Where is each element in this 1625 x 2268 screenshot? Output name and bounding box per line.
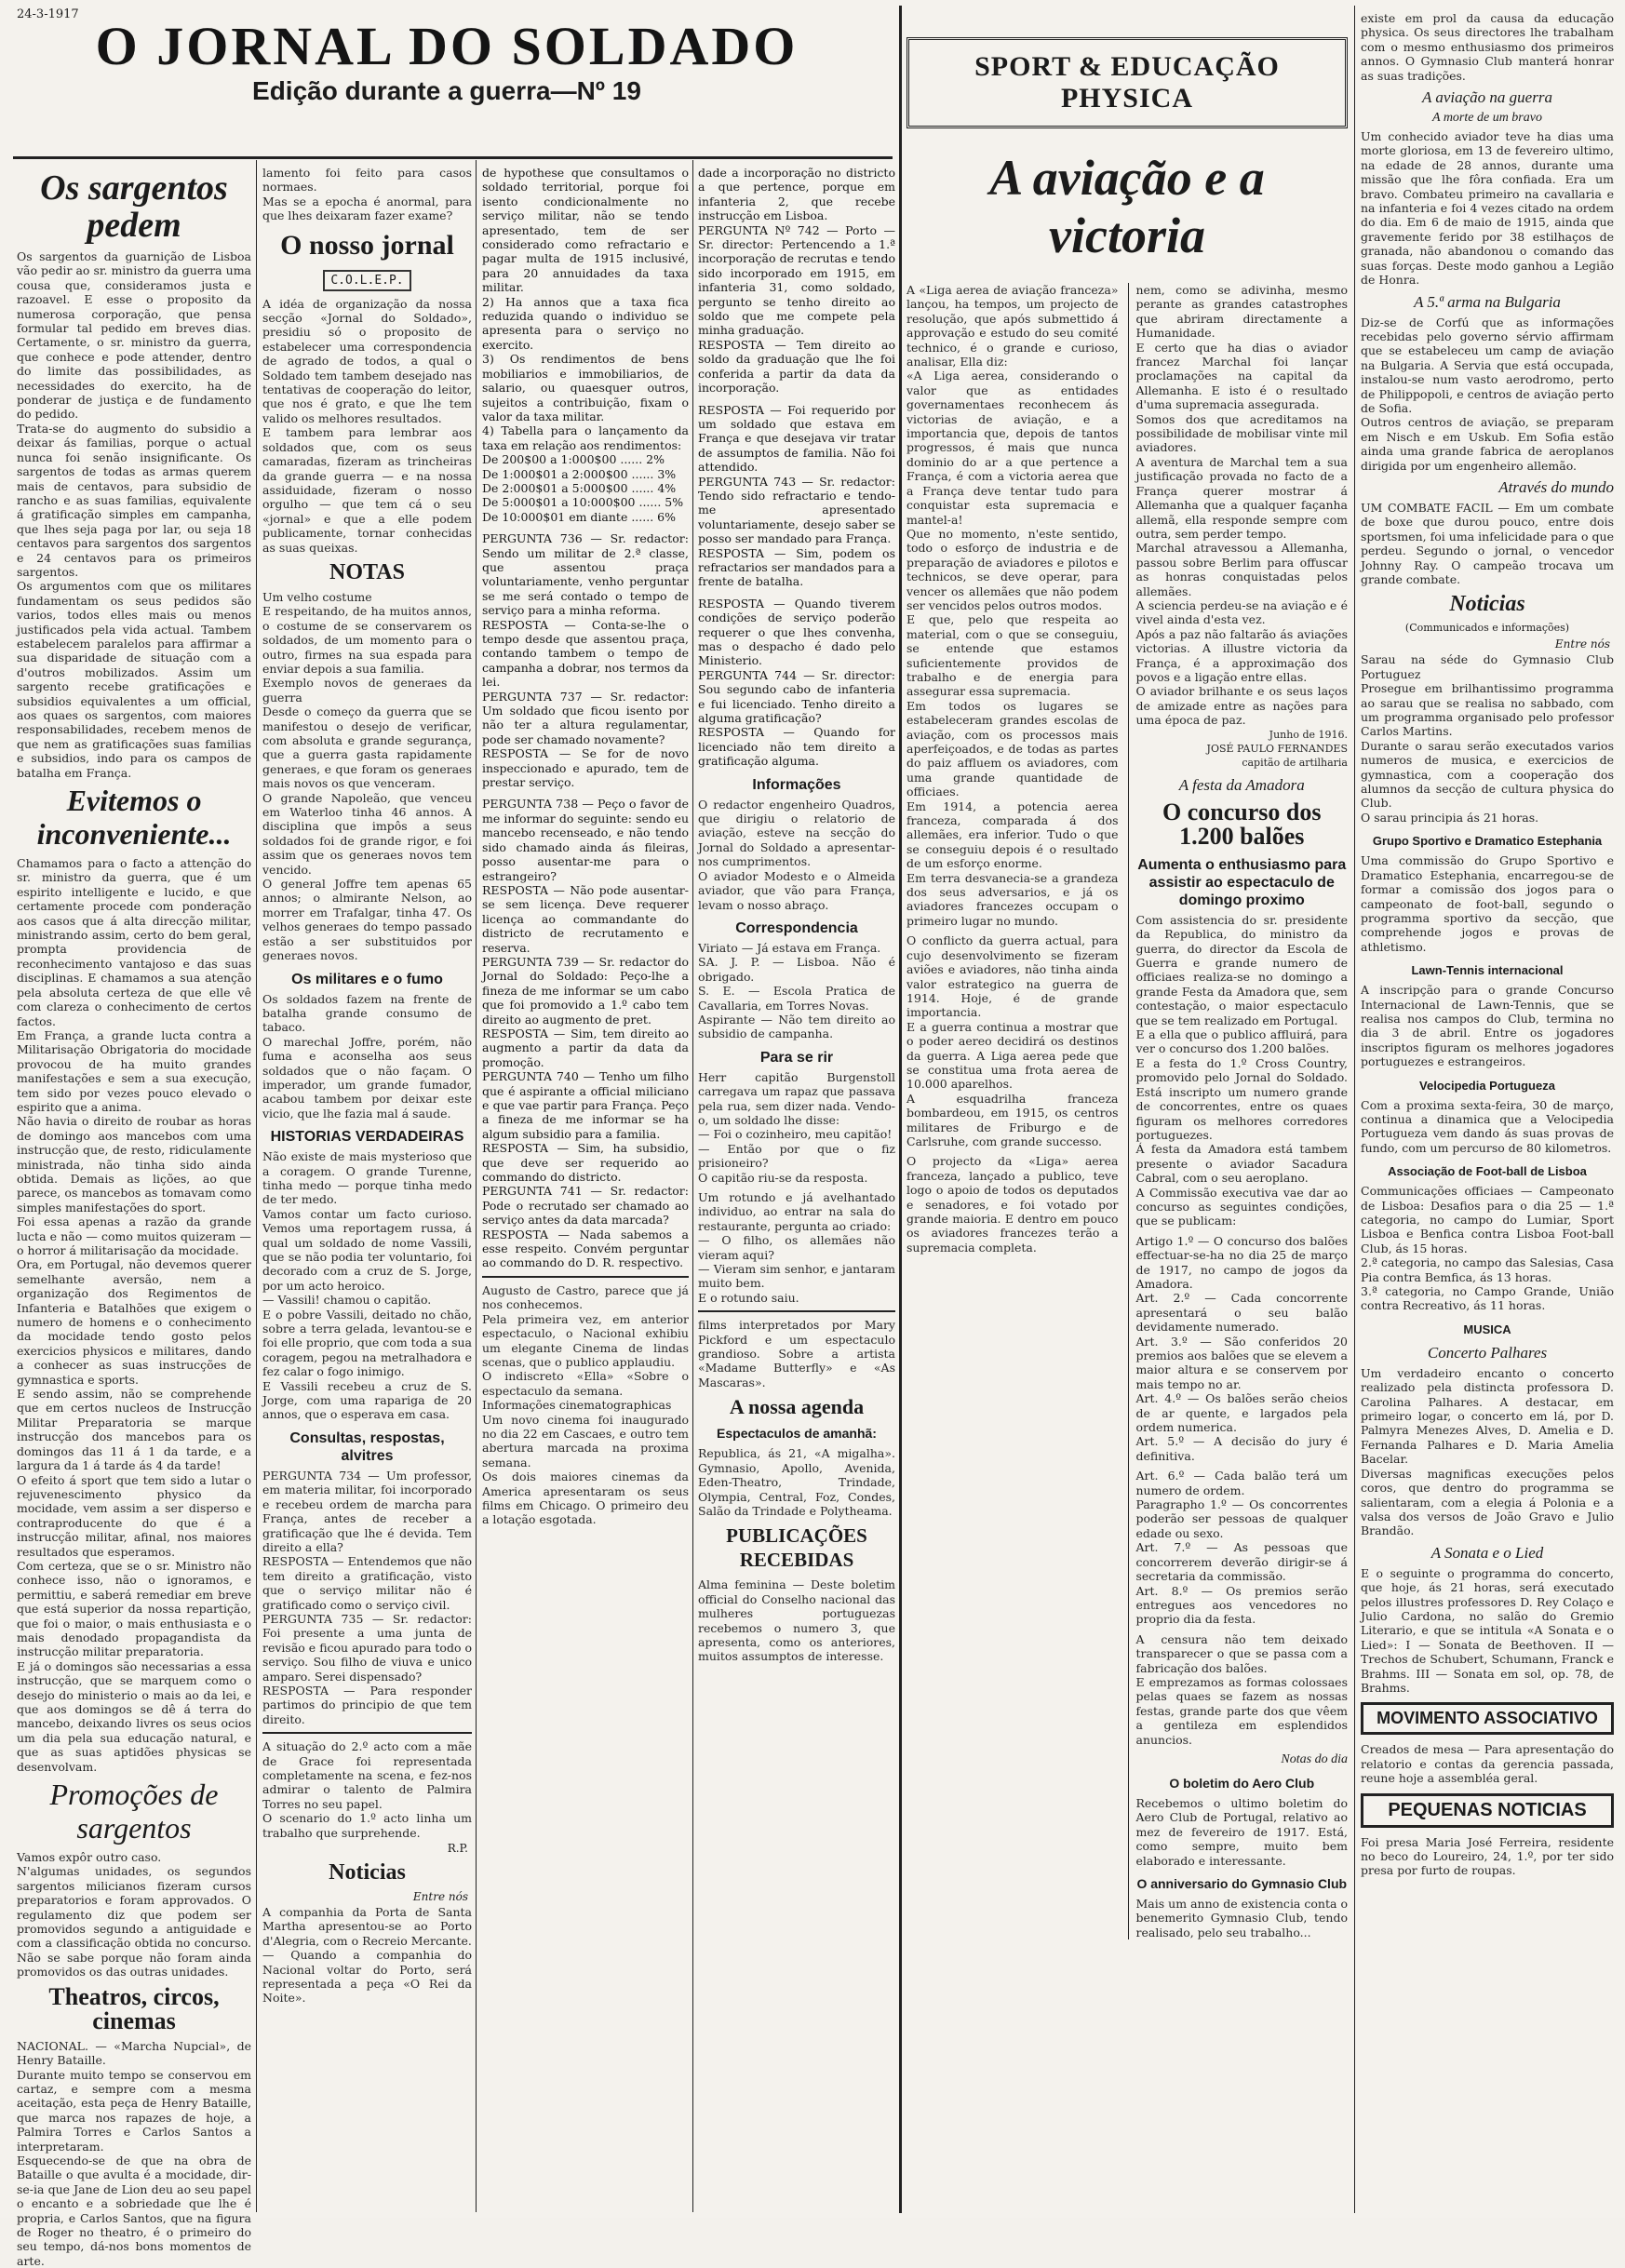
headline-noticias-6: Noticias bbox=[1449, 592, 1525, 617]
headline-foot-ball-lisboa: Associação de Foot-ball de Lisboa bbox=[1388, 1164, 1587, 1179]
headline-sonata-lied: A Sonata e o Lied bbox=[1430, 1543, 1544, 1562]
article-gymnasio-cont: existe em prol da causa da educação physica. Os seus directores lhe trabalham com o mesmo enthusiasmo dos primeiros annos. O Gymnasio Club manterá honrar as suas tradições. bbox=[1361, 11, 1618, 83]
headline-nossa-agenda: A nossa agenda bbox=[729, 1395, 865, 1419]
article-noticias-2: A companhia da Porta de Santa Martha apresentou-se ao Porto d'Alegria, com o Recreio Mercante. — Quando a companhia do Nacional voltar do Porto, será representada a peça «O Rei da Noite». bbox=[262, 1905, 472, 2006]
column-1 bbox=[17, 166, 251, 2268]
article-bulgaria: Diz-se de Corfú que as informações recebidas pelo governo sérvio affirmam que se estabeleceu um camp de aviação na Bulgaria. A Servia que está occupada, instalou-se num vasto aerodromo, perto de Philippopoli, e centros de aviação perto de Sofia. Outros centros de aviação, se preparam em Nisch e em Uskub. Em Sofia estão ainda uma grande fabrica de aeroplanos dirigida por um engenheiro allemão. bbox=[1361, 315, 1614, 473]
article-sarau: Sarau na séde do Gymnasio Club Portuguez Prosegue em brilhantissimo programma ao sarau que se realisa no sabbado, com um programma organisado pelo professor Carlos Martins. Durante o sarau serão executados varios numeros de musica, e exercicios de gymnastica, com a cooperação dos alumnos da secção de cultura physica do Club. O sarau principia ás 21 horas. bbox=[1361, 652, 1614, 825]
article-festa-amadora: Com assistencia do sr. presidente da Republica, do ministro da guerra, do director da Escola de Guerra e grande numero de officiaes realiza-se no domingo a grande Festa da Amadora que, sem contestação, o maior espectaculo que se tem realizado em Portugal. E a ella que o publico affluirá, para ver o concurso dos 1.200 balões. E a festa do 1.º Cross Country, promovido pelo Jornal do Soldado. Está inscripto um numero grande de concorrentes, entre os quaes figuram os melhores corredores portuguezes. Á festa da Amadora está tambem presente o aviador Sacadura Cabral, com o seu aeroplano. A Commissão executiva vae dar ao concurso as seguintes condições, que se publicam: bbox=[1135, 912, 1348, 1228]
article-aviacao-a: A «Liga aerea de aviação franceza» lançou, ha tempos, um projecto de resolução, que após submettido á approvação e estudo do seu comité technico, é o grande e curioso, analisar, Ella diz: «A Liga aerea, considerando o valor que as entidades governamentaes reconhecem ás victorias de aviação, e a importancia que, depois de tantos progressos, é mais que nunca dominio do ar a que pertence a França, é com a victoria aerea que a França deve tentar tudo para conquistar esta supremacia e mantel-a! Que no momento, n'este sentido, todo o esforço de industria e de preparação de aviadores e pilotos e technicos, se deve operar, para vencer os allemães que não podem ser vencidos pelos outros modos. E que, pelo que respeita ao material, com o que se conseguiu, se entende que estamos suficientemente providos de trabalho e de energia para assegurar essa supremacia. Em todos os lugares se estabeleceram grandes escolas de aviação, com os processos mais aperfeiçoados, e de todas as partes do paiz affluem os aviadores, com uma grande quantidade de officiaes. Em 1914, a potencia aerea franceza, comparada á dos allemães, era inferior. Tudo o que se conseguiu depois é o resultado de um esforço enorme. Em terra desvanecia-se a grandeza dos seus adversarios, e já os aviadores francezes occupam o primeiro lugar no mundo. bbox=[907, 283, 1119, 928]
headline-aviacao-guerra: A aviação na guerra bbox=[1422, 88, 1552, 107]
headline-movimento-associativo: MOVIMENTO ASSOCIATIVO bbox=[1361, 1702, 1614, 1735]
headline-velocipedia: Velocipedia Portugueza bbox=[1419, 1078, 1555, 1093]
article-atraves-mundo: UM COMBATE FACIL — Em um combate de boxe que durou pouco, entre dois sportsmen, foi uma infelicidade para o que perdeu. Segundo o jornal, o vencedor Johnny Ray. O campeão trocava um grande combate. bbox=[1361, 500, 1618, 586]
section-rule bbox=[262, 1732, 472, 1734]
headline-militares-fumo: Os militares e o fumo bbox=[291, 971, 443, 987]
headline-lawn-tennis: Lawn-Tennis internacional bbox=[1411, 963, 1564, 978]
article-perguntas-b: PERGUNTA 738 — Peço o favor de me informar do seguinte: sendo eu mancebo recenseado, e não tendo sido chamado ainda ás fileiras, posso ausentar-me para o estrangeiro? RESPOSTA — Não pode ausentar-se sem licença. Deve requerer licença ao commandante do districto de recrutamento e reserva. PERGUNTA 739 — Sr. redactor do Jornal do Soldado: Peço-lhe a fineza de me informar se um cabo que foi promovido a 1.º cabo tem direito ao augmento de pret. RESPOSTA — Sim, tem direito ao augmento a partir da data da promoção. PERGUNTA 740 — Tenho um filho que é aspirante a official miliciano e que vae partir para França. Peço a fineza de me informar se ha algum subsidio para a familia. RESPOSTA — Sim, ha subsidio, que deve ser requerido ao commando do districto. PERGUNTA 741 — Sr. redactor: Pode o recrutado ser chamado ao serviço antes da data marcada? RESPOSTA — Nada sabemos a esse respeito. Convém perguntar ao commando do D. R. respectivo. bbox=[482, 797, 689, 1270]
article-informacoes: O redactor engenheiro Quadros, que dirigiu o relatorio de aviação, esteve na secção do Jornal do Soldado a apresentar-nos cumprimentos. O aviador Modesto e o Almeida aviador, que vão para França, levam o nosso abraço. bbox=[698, 797, 895, 912]
column-divider bbox=[476, 160, 477, 2212]
headline-consultas: Consultas, respostas, alvitres bbox=[289, 1429, 445, 1464]
column-4 bbox=[698, 166, 899, 2208]
article-evitemos-cont: Com certeza, que se o sr. Ministro não conhece isso, não o ignoramos, e permittiu, e saberá remediar em breve que está superior da nossa repartição, que foi o maior, o mais enthusiasta e o mais denodado propagandista da instrucção militar preparatoria. E já o domingos são necessarias a essa instrucção, que se marquem como o desejo do ministerio o mais ao da lei, e que aos domingos se dê á terra do mancebo, deixando livres os seus ocios um dia pela sua educação natural, e que as suas aptidões physicas se desenvolvam. bbox=[17, 1558, 251, 1774]
headline-atraves-mundo: Através do mundo bbox=[1498, 477, 1614, 496]
article-taxa-militar: de hypothese que consultamos o soldado territorial, porque foi isento condicionalmente no serviço militar, não se tendo apresentado, tem de ser considerado como refractario e pagar multa de 1915 inclusivé, para 20 annuidades da taxa militar. 2) Ha annos que a taxa fica reduzida quando o individuo se apresenta para o serviço no exercito. 3) Os rendimentos de bens mobiliarios e immobiliarios, de salario, ou quaesquer outros, sujeitos a contribuição, fixam o valor da taxa militar. 4) Tabella para o lançamento da taxa em relação aos rendimentos: De 200$00 a 1:000$00 ...... 2% De 1:000$01 a 2:000$00 ...... 3% De 2:000$01 a 5:000$00 ...... 4% De 5:000$01 a 10:000$00 ...... 5% De 10:000$01 em diante ...... 6% bbox=[482, 166, 689, 524]
headline-informacoes: Informações bbox=[752, 776, 841, 793]
article-evitemos: Chamamos para o facto a attenção do sr. ministro da guerra, que é um espirito intelligente e lucido, e que certamente procede com ponderação aos casos que á alta direcção militar, ministrando assim, certo do bem geral, prompta providencia de reconhecimento vantajoso e das suas disciplinas. E chamamos a sua atenção pela absoluta certeza de que elle vê com clareza o conhecimento de certos factos. Em França, a grande lucta contra a Militarisação Obrigatoria do mocidade provocou de ha muito grandes manifestações e sem a sua execução, tem sido por vezes pouco elevado o espirito que a anima. Não havia o direito de roubar as horas de domingo aos mancebos com uma instrucção que, de resto, ridiculamente ministrada, não tinha sido ainda obtida. Demais as lições, ao que parece, os mancebos as tomavam como simples manifestações do sport. Foi essa apenas a razão da grande lucta e não — como muitos quizeram — o horror á militarisação da mocidade. Ora, em Portugal, não devemos querer semelhante aversão, nem a organização dos Regimentos de Infanteria e Batalhões que exigem o numero de homens e o conhecimento da mocidade tendo gosto pelos exercicios physicos e militares, dando a conhecer as suas instrucções de gymnastica e sports. E sendo assim, não se comprehende que em certos nucleos de Instrucção Militar Preparatoria se marque instrucção dos mancebos para os domingos das 11 á 1 da tarde, e a largura da 1 á tarde ás 4 da tarde! O efeito á sport que tem sido a lutar o rejuvenescimento physico da mocidade, vem assim a ser disperso e contraproducente do que é a instrucção militar, afinal, nos maiores resultados que esperamos. bbox=[17, 856, 251, 1559]
subhead-morte-bravo: A morte de um bravo bbox=[1432, 111, 1542, 126]
article-pequenas-noticias: Foi presa Maria José Ferreira, residente no beco do Loureiro, 24, 1.º, por ter sido presa por furto de roupas. bbox=[1361, 1834, 1618, 1878]
masthead bbox=[0, 13, 893, 106]
headline-estephania: Grupo Sportivo e Dramatico Estephania bbox=[1372, 834, 1603, 849]
article-perguntas-d: RESPOSTA — Foi requerido por um soldado que estava em França e que desejava vir tratar de assumptos de familia. Não foi attendido. PERGUNTA 743 — Sr. redactor: Tendo sido refractario e tendo-me apresentado voluntariamente, desejo saber se posso ser mandado para França. RESPOSTA — Sim, podem os refractarios ser mandados para a frente de batalha. bbox=[698, 402, 895, 589]
headline-pequenas-noticias: PEQUENAS NOTICIAS bbox=[1361, 1793, 1614, 1828]
article-aviacao-b: O conflicto da guerra actual, para cujo desenvolvimento se fizeram aviões e aviadores, não tinha ainda valor estrategico na guerra de 1914. Hoje, é de grande importancia. E a guerra continua a mostrar que o poder aereo decidirá os destinos da guerra. A Liga aerea pede que se constitua uma frota aerea de 10.000 aparelhos. A esquadrilha franceza bombardeou, em 1915, os centros militares de Friburgo e de Carlsruhe, com grande successo. bbox=[907, 933, 1119, 1148]
headline-sargentos-pedem: Os sargentos pedem bbox=[40, 168, 228, 245]
subhead-espectaculos: Espectaculos de amanhã: bbox=[717, 1426, 877, 1442]
issue-date: 24-3-1917 bbox=[17, 7, 79, 21]
column-3 bbox=[482, 166, 689, 2208]
column-divider bbox=[1354, 6, 1355, 2213]
article-nosso-jornal: A idéa de organização da nossa secção «Jornal do Soldado», presidiu só o proposito de estabelecer uma correspondencia de agrado de todos, a qual o Soldado tem tambem desejado nas tentativas de cooperação do leitor, que nos é grato, e que lhe tem valido os melhores resultados. E tambem para lembrar aos soldados que, com os seus camaradas, fizeram as trincheiras da grande guerra — e na nossa assiduidade, fizeram o nosso orgulho — que tem cá o seu «jornal» e que a elle podem publicamente, tornar conhecidas as suas queixas. bbox=[262, 296, 472, 555]
article-correspondencia: Viriato — Já estava em França. SA. J. P. — Lisboa. Não é obrigado. S. E. — Escola Pratica de Cavallaria, em Torres Novas. Aspirante — Não tem direito ao subsidio de campanha. bbox=[698, 940, 895, 1041]
article-concerto-palhares: Um verdadeiro encanto o concerto realizado pela distincta professora D. Carolina Palhares. A destacar, em primeiro logar, o concerto em lá, por D. Palmyra Menezes Alves, D. Amelia e D. Fernanda Palhares e D. Maria Amelia Bacelar. Diversas magnificas execuções pelos coros, que dentro do programma se salientaram, com a elegia á Polonia e a valsa dos versos de João Gravo e Julio Brandão. bbox=[1361, 1365, 1614, 1538]
section-rule bbox=[482, 1276, 689, 1278]
article-continued-top: lamento foi feito para casos normaes. Mas se a epocha é anormal, para que lhes deixaram fazer exame? bbox=[262, 166, 472, 223]
article-censura: A censura não tem deixado transparecer o que se passa com a fabricação dos balões. E emprezamos as formas colossaes pelas quaes se fazem as nossas festas, grande parte dos que vêem a gentileza em esplendidos anuncios. bbox=[1135, 1631, 1348, 1747]
column-divider bbox=[692, 160, 693, 2212]
article-regulamento: Artigo 1.º — O concurso dos balões effectuar-se-ha no dia 25 de março de 1917, no campo de jogos da Amadora. Art. 2.º — Cada concorrente apresentará o seu balão devidamente numerado. Art. 3.º — São conferidos 20 premios aos balões que se elevem a maior altura e se conservem por mais tempo no ar. Art. 4.º — Os balões serão cheios de ar quente, e largados pela ordem numerica. Art. 5.º — A decisão do jury é definitiva. bbox=[1135, 1233, 1348, 1463]
article-promocoes: Vamos expôr outro caso. N'algumas unidades, os segundos sargentos milicianos fizeram cursos preparatorios e foram approvados. O regulamento diz que podem ser promovidos segundo a antiguidade e com a classificação obtida no concurso. Não se sabe porque não foram ainda promovidos os das outras unidades. bbox=[17, 1850, 251, 1979]
article-aviacao-d: nem, como se adivinha, mesmo perante as grandes catastrophes que abriram directamente a Humanidade. E certo que ha dias o aviador francez Marchal foi lançar proclamações na capital da Allemanha. E isto é o resultado d'uma supremacia assegurada. Somos dos que acreditamos na possibilidade de mobilisar vinte mil aviadores. A aventura de Marchal tem a sua justificação provada no facto de a França querer mostrar á Allemanha que a qualquer façanha allemã, ella responde sempre com outra, sem perder tempo. Marchal atravessou a Allemanha, passou sobre Berlim para offuscar as honras conquistadas pelos allemães. A sciencia perdeu-se na aviação e é vivel ainda d'esta vez. Após a paz não faltarão ás aviações victorias. A illustre victoria da França, é a approximação dos povos e a ligação entre ellas. O aviador brilhante e os seus laços de amizade entre as nações para uma época de paz. bbox=[1135, 283, 1348, 728]
column-5-sport bbox=[907, 37, 1351, 2210]
signature-jose-paulo: Junho de 1916. JOSÉ PAULO FERNANDES capitão de artilharia bbox=[1206, 728, 1348, 770]
article-historias: Não existe de mais mysterioso que a coragem. O grande Turenne, tinha medo — porque tinha medo de ter medo. Vamos contar um facto curioso. Vemos uma reportagem russa, á qual um soldado de nome Vassili, que se não podia ter voluntario, foi decorado com a cruz de S. Jorge, por um acto heroico. — Vassili! chamou o capitão. E o pobre Vassili, deitado no chão, sobre a terra gelada, levantou-se e foi elle proprio, que com toda a sua coragem, pegou na metralhadora e fez calar o fogo inimigo. E Vassili recebeu a cruz de S. Jorge, com uma rapariga de 20 annos, que o esperava em casa. bbox=[262, 1149, 472, 1422]
article-notas: Um velho costume E respeitando, de ha muitos annos, o costume de se conservarem os soldados, de um momento para o outro, firmes na sua espada para enviar depois a sua familia. Exemplo novos de generaes da guerra Desde o começo da guerra que se manifestou o desejo de verificar, com absoluta e grande segurança, que a guerra gasta rapidamente generaes, e que foram os generaes mais novos os que venceram. O grande Napoleão, que venceu em Waterloo tinha 46 annos. A disciplina que impôs a seus soldados foi de grande rigor, e foi assim que os generaes novos tem vencido. O general Joffre tem apenas 65 annos; o almirante Nelson, ao morrer em Trafalgar, tinha 47. Os velhos generaes do tempo passado estão a ser substituidos por generaes novos. bbox=[262, 589, 472, 963]
article-aviacao-c: O projecto da «Liga» aerea franceza, lançado a publico, teve logo o apoio de todos os deputados e senadores, e foi votado por grande maioria. E dentro em pouco os aviadores francezes terão a supremacia completa. bbox=[907, 1154, 1122, 1255]
headline-correspondencia: Correspondencia bbox=[735, 919, 858, 936]
subhead-enthusiasmo: Aumenta o enthusiasmo para assistir ao espectaculo de domingo proximo bbox=[1137, 856, 1347, 908]
headline-musica: MUSICA bbox=[1463, 1322, 1511, 1336]
article-perguntas-e: RESPOSTA — Quando tiverem condições de serviço poderão requerer o que lhes convenha, mas o despacho é dado pelo Ministerio. PERGUNTA 744 — Sr. director: Sou segundo cabo de infanteria e fui licenciado. Tenho direito a alguma gratificação? RESPOSTA — Quando for licenciado não tem direito a gratificação alguma. bbox=[698, 596, 895, 769]
article-agenda: Republica, ás 21, «A migalha». Gymnasio, Apollo, Avenida, Eden-Theatro, Trindade, Olympia, Central, Foz, Condes, Salão da Trindade e Polytheama. bbox=[698, 1446, 899, 1518]
headline-aviacao-victoria: A aviação e a victoria bbox=[989, 150, 1265, 263]
section-rule bbox=[698, 1310, 895, 1312]
headline-theatros: Theatros, circos, cinemas bbox=[48, 1982, 220, 2034]
article-theatre-cont: A situação do 2.º acto com a mãe de Grace foi representada completamente na scena, e fez-nos admirar o talento de Palmira Torres no seu papel. O scenario do 1.º acto linha um trabalho que surprehende. bbox=[262, 1739, 472, 1840]
article-perguntas-c: dade a incorporação no districto a que pertence, porque em infanteria 2, que recebe instrucção em Lisboa. PERGUNTA Nº 742 — Porto — Sr. director: Pertencendo a 1.ª incorporação de recrutas e tendo sido incorporado em 1915, em infanteria 31, como soldado, pergunto se tenho direito ao soldo que me compete pela minha graduação. RESPOSTA — Tem direito ao soldo da graduação que lhe foi conferida a partir da data da incorporação. bbox=[698, 166, 895, 396]
headline-anniversario-gymnasio: O anniversario do Gymnasio Club bbox=[1136, 1876, 1348, 1891]
headline-noticias-2: Noticias bbox=[329, 1860, 406, 1886]
headline-para-se-rir: Para se rir bbox=[759, 1049, 834, 1066]
page-fold-rule bbox=[899, 6, 902, 2213]
article-sonata-lied: E o seguinte o programma do concerto, que hoje, ás 21 horas, será executado pelos illustres professores D. Rey Colaço e Julio Cardona, no salão do Gremio Literario, e que se intitula «A Sonata e o Lied»: I — Sonata de Beethoven. II — Trechos de Schubert, Schumann, Franck e Brahms. III — Sonata em sol, op. 78, de Brahms. bbox=[1361, 1565, 1618, 1695]
column-divider bbox=[256, 160, 257, 2212]
headline-concurso-baloes: O concurso dos 1.200 balões bbox=[1162, 798, 1322, 850]
article-movimento: Creados de mesa — Para apresentação do relatorio e contas da gerencia passada, reune hoje a assembléa geral. bbox=[1361, 1742, 1618, 1786]
article-theatros: NACIONAL. — «Marcha Nupcial», de Henry Bataille. Durante muito tempo se conservou em cartaz, e sempre com a mesma aceitação, esta peça de Henry Bataille, que marca nos rapazes de hoje, a Palmira Torres e Carlos Santos a interpretaram. Esquecendo-se de que na obra de Bataille o que avulta é a mocidade, dir-se-ia que Jane de Lion deu ao seu papel o encanto e a sobriedade que lhe é propria, e Carlos Santos, que na figura de Roger no theatro, é o primeiro do seu tempo, dá-nos bons momentos de arte. bbox=[17, 2038, 251, 2268]
column-6 bbox=[1361, 11, 1618, 2209]
article-cinema: Augusto de Castro, parece que já nos conhecemos. Pela primeira vez, em anterior espectaculo, o Nacional exhibiu um elegante Cinema de lindas scenas, que o publico applaudiu. O indiscreto «Ella» «Sobre o espectaculo da semana. Informações cinematographicas Um novo cinema foi inaugurado no dia 22 em Cascaes, e outro tem abertura marcada na proxima semana. Os dois maiores cinemas da America apresentaram os seus films em Chicago. O primeiro deu a lotação esgotada. bbox=[482, 1282, 689, 1527]
article-para-se-rir: Herr capitão Burgenstoll carregava um rapaz que passava pela rua, sem dizer nada. Vendo-o, um soldado lhe disse: — Foi o cozinheiro, meu capitão! — Então por que o fiz prisioneiro? O capitão riu-se da resposta. bbox=[698, 1069, 895, 1185]
article-lawn-tennis: A inscripção para o grande Concurso Internacional de Lawn-Tennis, que se realisa nos campos do Club, termina no dia 3 de abril. Entre os jogadores inscriptos figuram os melhores jogadores portuguezes e estrangeiros. bbox=[1361, 983, 1618, 1069]
article-anecdota: Um rotundo e já avelhantado individuo, ao entrar na sala do restaurante, pergunta ao criado: — O filho, os allemães não vieram aqui? — Vieram sim senhor, e jantaram muito bem. E o rotundo saiu. bbox=[698, 1190, 895, 1305]
section-sport-header: SPORT & EDUCAÇÃO PHYSICA bbox=[907, 37, 1348, 128]
subhead-entre-nos: Entre nós bbox=[412, 1890, 468, 1904]
headline-bulgaria: A 5.ª arma na Bulgaria bbox=[1414, 292, 1561, 311]
headline-evitemos: Evitemos o inconveniente... bbox=[36, 784, 232, 852]
headline-publicacoes: PUBLICAÇÕES RECEBIDAS bbox=[726, 1524, 867, 1572]
edition-line: Edição durante a guerra—Nº 19 bbox=[252, 76, 641, 105]
sport-subcolumn-left bbox=[907, 283, 1122, 1939]
headline-historias: HISTORIAS VERDADEIRAS bbox=[270, 1129, 464, 1146]
signature-rp: R.P. bbox=[447, 1842, 468, 1856]
article-anniversario: Mais um anno de existencia conta o benemerito Gymnasio Club, tendo realisado, pelo seu trabalho... bbox=[1135, 1897, 1351, 1939]
article-publicacoes: Alma feminina — Deste boletim official do Conselho nacional das mulheres portuguezas recebemos o numero 3, que apresenta, como os anteriores, muitos assumptos de interesse. bbox=[698, 1577, 899, 1664]
article-boletim-aero: Recebemos o ultimo boletim do Aero Club de Portugal, relativo ao mez de fevereiro de 1917. Está, como sempre, muito bem elaborado e interessante. bbox=[1135, 1795, 1351, 1868]
article-films: films interpretados por Mary Pickford e um espectaculo grandioso. Sobre a artista «Madame Butterfly» e «As Mascaras». bbox=[698, 1318, 899, 1389]
article-militares-fumo: Os soldados fazem na frente de batalha grande consumo de tabaco. O marechal Joffre, porém, não fuma e aconselha aos seus soldados que o não façam. O imperador, um grande fumador, acabou tambem por deixar este vicio, que lhe fazia mal á saude. bbox=[262, 991, 472, 1121]
article-estephania: Uma commissão do Grupo Sportivo e Dramatico Estephania, encarregou-se de formar a comissão dos jogos para o campeonato de foot-ball, segundo o programma sportivo da secção, que comprehende jogos e provas de athletismo. bbox=[1361, 853, 1618, 954]
article-morte-bravo: Um conhecido aviador teve ha dias uma morte gloriosa, em 13 de fevereiro ultimo, na edade de 28 annos, durante uma missão que lhe fôra confiada. Era um bravo. Combateu primeiro na cavallaria e na infanteria e foi 4 vezes citado na ordem do dia. Em 6 de maio de 1915, ainda que gravemente ferido por 38 estilhaços de granada, não abandonou o comando das suas forças. Deste modo ganhou a Legião de Honra. bbox=[1361, 129, 1618, 288]
stamp-mark: C.O.L.E.P. bbox=[323, 270, 410, 291]
subhead-communicados: (Communicados e informações) bbox=[1404, 622, 1570, 635]
headline-boletim-aero: O boletim do Aero Club bbox=[1169, 1775, 1315, 1791]
article-foot-ball: Communicações officiaes — Campeonato de Lisboa: Desafios para o dia 25 — 1.ª categoria, no campo do Lumiar, Sport Lisboa e Benfica contra Lisboa Foot-ball Club, ás 15 horas. 2.ª categoria, no campo das Salesias, Casa Pia contra Bemfica, ás 13 horas. 3.ª categoria, no Campo Grande, União contra Recreativo, ás 11 horas. bbox=[1361, 1184, 1614, 1313]
subhead-entre-nos-6: Entre nós bbox=[1554, 637, 1610, 651]
article-perguntas-a: PERGUNTA 736 — Sr. redactor: Sendo um militar de 2.ª classe, que assentou praça voluntariamente, venho perguntar se me será contado o tempo de serviço para a minha reforma. RESPOSTA — Conta-se-lhe o tempo desde que assentou praça, contando tambem o tempo de campanha a dobrar, nos termos da lei. PERGUNTA 737 — Sr. redactor: Um soldado que ficou isento por não ter a altura regulamentar, pode ser chamado novamente? RESPOSTA — Se for de novo inspeccionado e apurado, tem de prestar serviço. bbox=[482, 531, 689, 790]
headline-festa-amadora: A festa da Amadora bbox=[1178, 775, 1305, 794]
masthead-rule bbox=[13, 156, 893, 159]
article-velocipedia: Com a proxima sexta-feira, 30 de março, continua a dinamica que a Velocipedia Portugueza vem dando ás suas provas de fundo, com um percurso de 80 kilometros. bbox=[1361, 1097, 1618, 1155]
headline-notas: NOTAS bbox=[329, 559, 405, 584]
newspaper-title: O JORNAL DO SOLDADO bbox=[95, 16, 799, 76]
column-2 bbox=[262, 166, 472, 2208]
article-sargentos-pedem: Os sargentos da guarnição de Lisboa vão pedir ao sr. ministro da guerra uma cousa que, consideramos justa e razoavel. E esse o proposito da numerosa corporação, que pensa formular tal pedido em breves dias. Certamente, o sr. ministro da guerra, que conhece e pode attender, dentro do limite das possibilidades, as necessidades do exercito, ha de ponderar de justiça e de fundamento do pedido. Trata-se do augmento do subsidio a deixar ás familias, porque o actual nunca foi senão insignificante. Os sargentos de todas as armas querem mais de centavos, para subsidio de rancho e as suas familias, equivalente á gratificação simples em campanha, que lhes seja paga por lar, ou seja 18 centavos para sargentos dos sargentos e 24 centavos para os primeiros sargentos. Os argumentos com que os militares fundamentam os seus pedidos são varios, todos elles mais ou menos justificados pela vida actual. Tambem estabelecem paralelos para affirmar a sua disparidade de situação com a d'outros mobilizados. Assim um sargento recebe gratificações e subsidios equivalentes a um official, aos quaes os sargentos, com maiores responsabilidades, recebem menos de que nem as gratificações suas familias e subsidios, indo para os campos de batalha em França. bbox=[17, 249, 251, 780]
headline-notas-dia: Notas do dia bbox=[1281, 1751, 1348, 1766]
article-consultas: PERGUNTA 734 — Um professor, em materia militar, foi incorporado e recebeu ordem de marcha para França, antes de receber a gratificação que lhe é devida. Tem direito a ella? RESPOSTA — Entendemos que não tem direito a gratificação, visto que o serviço militar não é gratificado como o serviço civil. PERGUNTA 735 — Sr. redactor: Foi presente a uma junta de revisão e ficou apurado para todo o serviço. Sou filho de viuva e unico amparo. Serei dispensado? RESPOSTA — Para responder partimos do principio de que tem direito. bbox=[262, 1468, 472, 1726]
article-regulamento-2: Art. 6.º — Cada balão terá um numero de ordem. Paragrapho 1.º — Os concorrentes poderão ser pessoas de qualquer edade ou sexo. Art. 7.º — As pessoas que concorrerem deverão dirigir-se á secretaria da commissão. Art. 8.º — Os premios serão entregues aos vencedores no proprio dia da festa. bbox=[1135, 1469, 1348, 1627]
headline-promocoes: Promoções de sargentos bbox=[49, 1778, 219, 1845]
headline-nosso-jornal: O nosso jornal bbox=[280, 229, 454, 261]
sport-subcolumn-right bbox=[1128, 283, 1349, 1939]
headline-concerto-palhares: Concerto Palhares bbox=[1427, 1343, 1548, 1362]
